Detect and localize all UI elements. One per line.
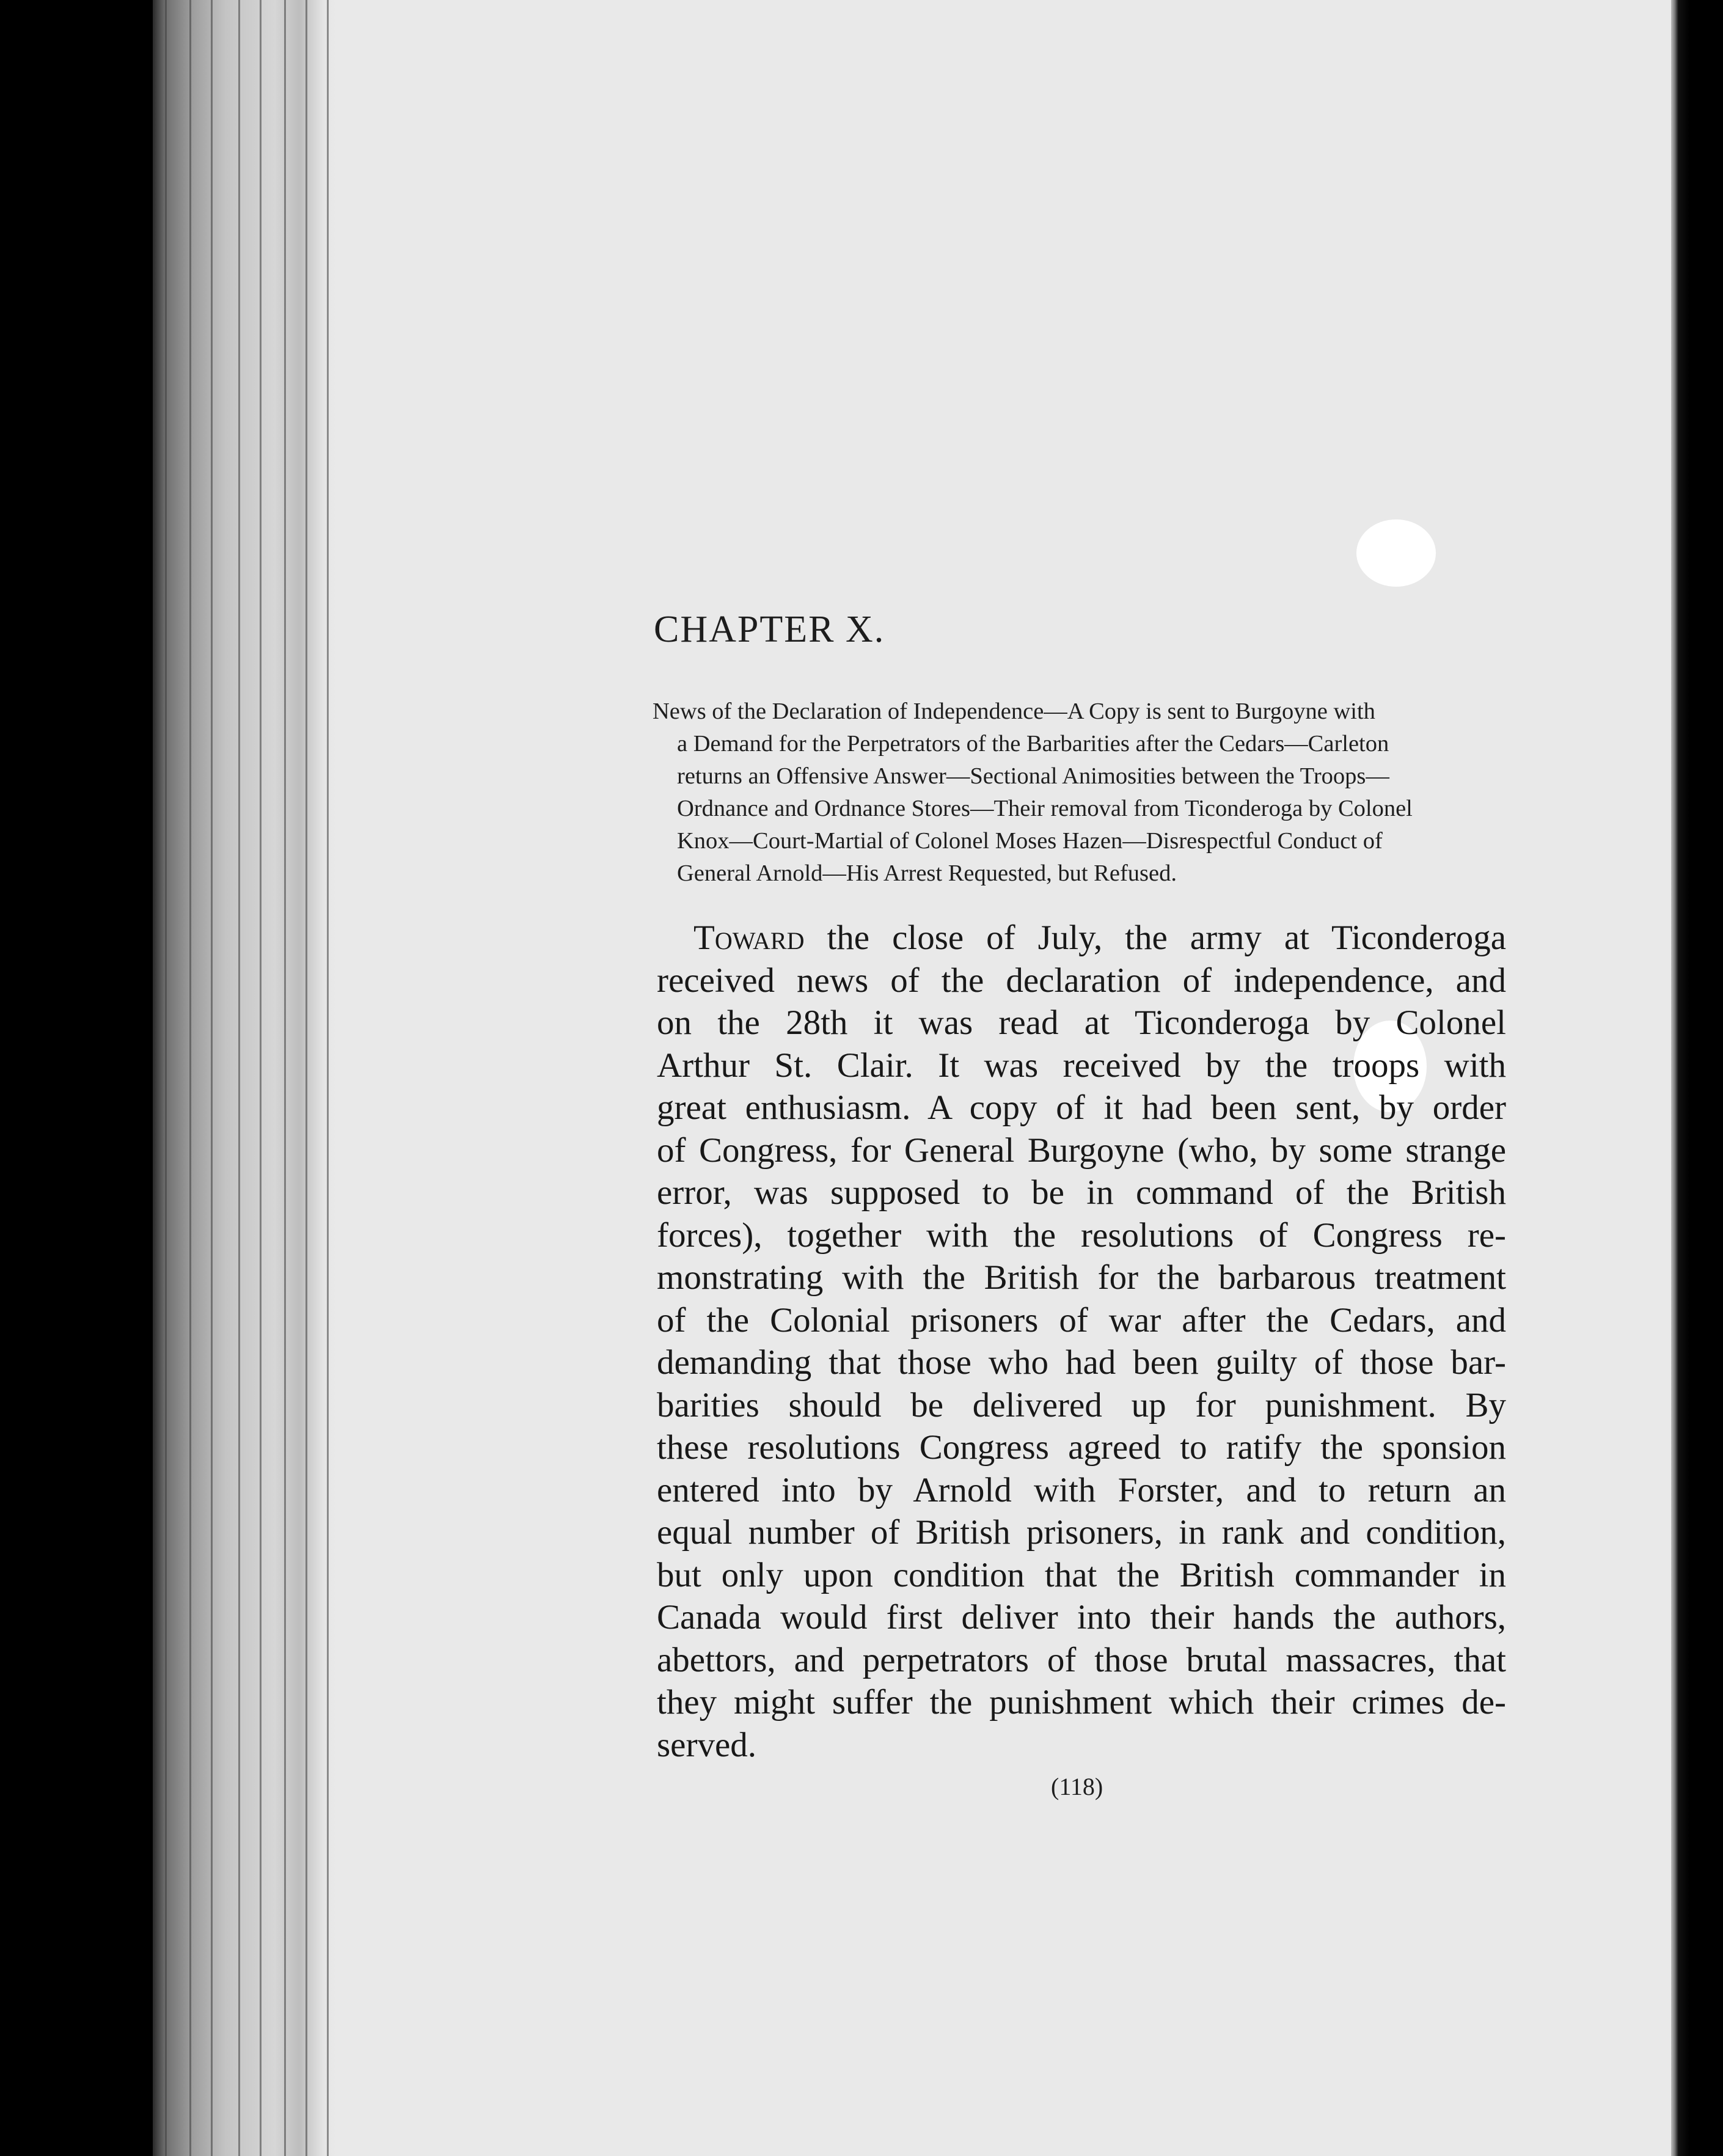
body-line (657, 917, 1506, 959)
summary-line: General Arnold—His Arrest Requested, but Refused. (677, 860, 1177, 886)
body-line: great enthusiasm. A copy of it had been sent, by order (657, 1088, 1506, 1127)
body-line: received news of the declaration of independence, and (657, 961, 1506, 1000)
page-edge-line (305, 0, 307, 2156)
body-line: entered into by Arnold with Forster, and to return an (657, 1470, 1506, 1509)
page-edge-line (165, 0, 167, 2156)
summary-line: News of the Declaration of Independence—A Copy is sent to Burgoyne with (653, 698, 1375, 724)
page-edge-line (327, 0, 329, 2156)
body-paragraph (657, 917, 1506, 1766)
body-line: of the Colonial prisoners of war after the Cedars, and (657, 1300, 1506, 1340)
body-line: Canada would first deliver into their hands the authors, (657, 1598, 1506, 1637)
page-number: (118) (1051, 1773, 1103, 1800)
body-line: these resolutions Congress agreed to ratify the sponsion (657, 1428, 1506, 1467)
chapter-summary (653, 695, 1502, 890)
body-line: served. (657, 1725, 757, 1764)
page-edge-line (211, 0, 213, 2156)
body-line: barities should be delivered up for punishment. By (657, 1385, 1506, 1425)
body-line: equal number of British prisoners, in rank and condition, (657, 1513, 1506, 1552)
body-line: error, was supposed to be in command of the British (657, 1173, 1506, 1212)
page-edge-line (238, 0, 240, 2156)
body-line: abettors, and perpetrators of those brutal massacres, that (657, 1640, 1506, 1679)
summary-line: returns an Offensive Answer—Sectional Animosities between the Troops— (677, 763, 1389, 789)
body-line: forces), together with the resolutions of Congress re- (657, 1216, 1506, 1255)
body-line: Arthur St. Clair. It was received by the troops with (657, 1046, 1506, 1085)
page-edge-line (189, 0, 191, 2156)
body-line: monstrating with the British for the barbarous treatment (657, 1258, 1506, 1297)
chapter-title: CHAPTER X. (654, 609, 885, 650)
book-page-edges (153, 0, 336, 2156)
scan-blemish (1356, 519, 1436, 587)
body-line: they might suffer the punishment which their crimes de- (657, 1683, 1506, 1722)
body-line-text: the close of July, the army at Ticonderoga (827, 919, 1506, 957)
summary-line: Knox—Court-Martial of Colonel Moses Hazen—Disrespectful Conduct of (677, 828, 1383, 854)
body-line: of Congress, for General Burgoyne (who, by some strange (657, 1131, 1506, 1170)
book-spine-right (1671, 0, 1723, 2156)
summary-line: Ordnance and Ordnance Stores—Their removal from Ticonderoga by Colonel (677, 796, 1413, 821)
page-edge-line (284, 0, 286, 2156)
body-line: on the 28th it was read at Ticonderoga by Colonel (657, 1003, 1506, 1042)
page-edge-line (260, 0, 262, 2156)
drop-word: Toward (693, 919, 805, 957)
body-line: demanding that those who had been guilty of those bar- (657, 1343, 1506, 1382)
summary-line: a Demand for the Perpetrators of the Barbarities after the Cedars—Carleton (677, 731, 1389, 757)
body-line: but only upon condition that the British commander in (657, 1555, 1506, 1594)
